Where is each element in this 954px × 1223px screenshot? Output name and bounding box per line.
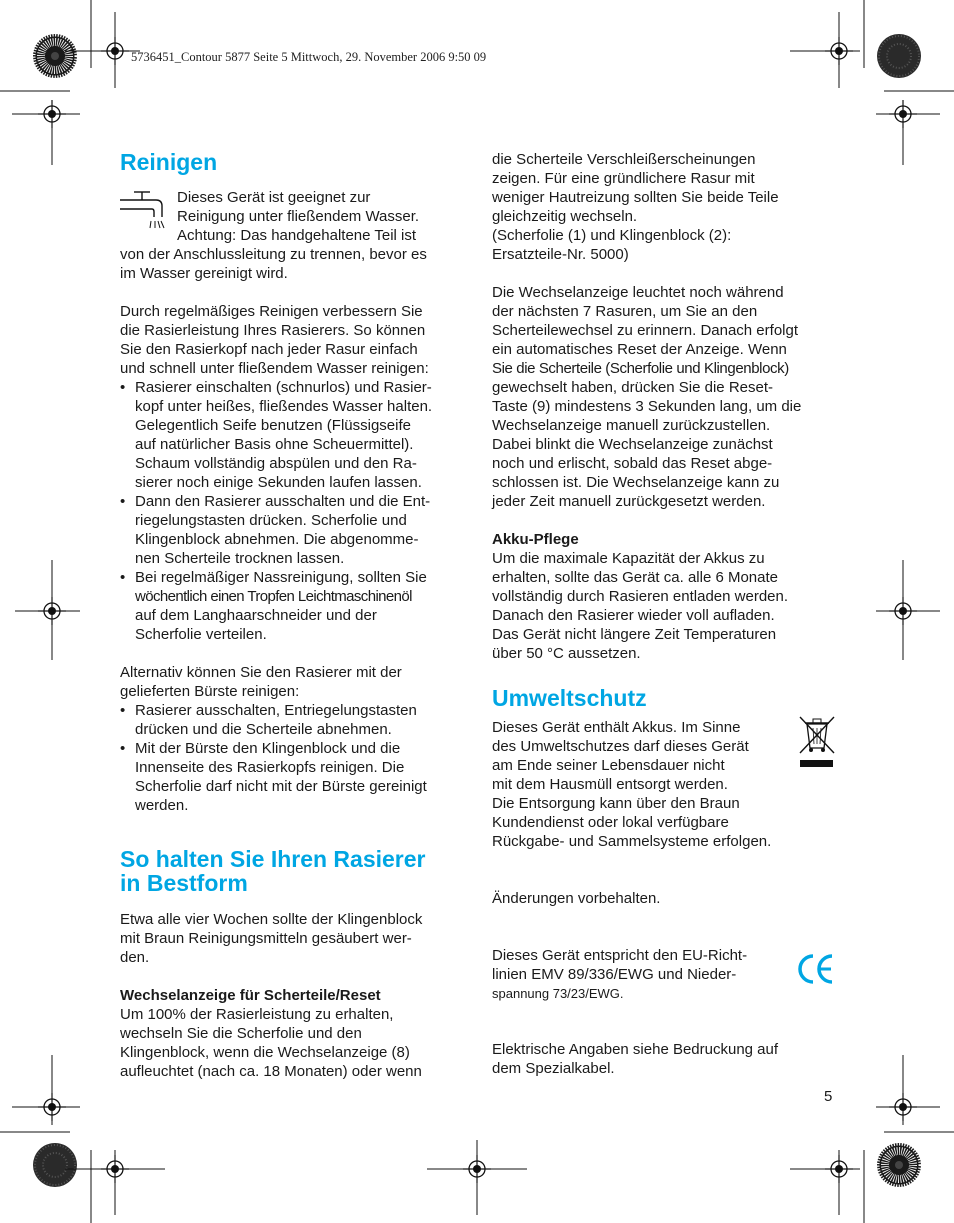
text-line: Innenseite des Rasierkopfs reinigen. Die bbox=[135, 759, 405, 776]
text-line: Scherteilewechsel zu erinnern. Danach erfolgt bbox=[492, 322, 798, 339]
text-line: ein automatisches Reset der Anzeige. Wenn bbox=[492, 341, 787, 358]
text-line: den. bbox=[120, 949, 150, 966]
text-line: • Dann den Rasierer ausschalten und die Ent- bbox=[135, 493, 431, 510]
text-line: jeder Zeit manuell zurückgesetzt werden. bbox=[492, 493, 766, 510]
text-line: Das Gerät nicht längere Zeit Temperaturen bbox=[492, 626, 777, 643]
text-line: noch und erlischt, sobald das Reset abge- bbox=[492, 455, 773, 472]
text-line: weniger Hautreizung sollten Sie beide Teile bbox=[492, 189, 779, 206]
paragraph bbox=[120, 1005, 465, 1081]
text-line: gewechselt haben, drücken Sie die Reset- bbox=[492, 379, 774, 396]
crossed-bin-icon bbox=[797, 714, 837, 770]
text-line: werden. bbox=[135, 797, 189, 814]
text-line: mit dem Hausmüll entsorgt werden. bbox=[492, 776, 728, 793]
text-line: von der Anschlussleitung zu trennen, bevor es bbox=[120, 246, 427, 263]
text-line: • Rasierer ausschalten, Entriegelungstasten bbox=[135, 702, 417, 719]
text-line: die Rasierleistung Ihres Rasierers. So können bbox=[120, 322, 426, 339]
subheading-akku-pflege: Akku-Pflege bbox=[492, 531, 579, 548]
text-line: Dieses Gerät ist geeignet zur bbox=[177, 189, 371, 206]
paragraph bbox=[120, 910, 465, 967]
text-line: Sie die Scherteile (Scherfolie und Klingenblock) bbox=[492, 360, 789, 377]
brush-steps-list bbox=[120, 701, 465, 815]
corner-dot-icon bbox=[33, 1143, 77, 1187]
text-line: Dieses Gerät enthält Akkus. Im Sinne bbox=[492, 719, 741, 736]
cleaning-steps-list bbox=[120, 378, 465, 644]
text-line: drücken und die Scherteile abnehmen. bbox=[135, 721, 392, 738]
text-line: wöchentlich einen Tropfen Leichtmaschinenöl bbox=[135, 588, 412, 605]
text-line: Scherfolie verteilen. bbox=[135, 626, 267, 643]
text-line: Sie den Rasierkopf nach jeder Rasur einfach bbox=[120, 341, 418, 358]
text-line: Schaum vollständig abspülen und den Ra- bbox=[135, 455, 417, 472]
left-column bbox=[120, 150, 465, 815]
text-line: Reinigung unter fließendem Wasser. bbox=[177, 208, 420, 225]
text-line: Danach den Rasierer wieder voll aufladen. bbox=[492, 607, 775, 624]
tap-water-icon bbox=[120, 190, 166, 230]
text-line: Wechselanzeige manuell zurückzustellen. bbox=[492, 417, 771, 434]
print-slug: 5736451_Contour 5877 Seite 5 Mittwoch, 29. November 2006 9:50 09 bbox=[131, 50, 487, 64]
text-line: erhalten, sollte das Gerät ca. alle 6 Monate bbox=[492, 569, 778, 586]
text-line: Taste (9) mindestens 3 Sekunden lang, um die bbox=[492, 398, 802, 415]
text-line: • Rasierer einschalten (schnurlos) und Rasier- bbox=[135, 379, 432, 396]
corner-star-icon bbox=[33, 34, 77, 78]
heading-umweltschutz: Umweltschutz bbox=[492, 685, 647, 711]
text-line: Um 100% der Rasierleistung zu erhalten, bbox=[120, 1006, 394, 1023]
elektrische-angaben bbox=[492, 1040, 837, 1078]
paragraph bbox=[492, 549, 837, 663]
text-line: gelieferten Bürste reinigen: bbox=[120, 683, 300, 700]
list-item bbox=[120, 378, 465, 492]
text-line: schlossen ist. Die Wechselanzeige kann zu bbox=[492, 474, 780, 491]
text-line: Dabei blinkt die Wechselanzeige zunächst bbox=[492, 436, 773, 453]
text-line: Etwa alle vier Wochen sollte der Klingenblock bbox=[120, 911, 423, 928]
text-line: kopf unter heißes, fließendes Wasser halten. bbox=[135, 398, 433, 415]
text-line: • Bei regelmäßiger Nassreinigung, sollten Sie bbox=[135, 569, 427, 586]
bestform-section bbox=[120, 847, 465, 1081]
subheading-wechselanzeige: Wechselanzeige für Scherteile/Reset bbox=[120, 987, 381, 1004]
text-line: sierer noch einige Sekunden laufen lassen. bbox=[135, 474, 422, 491]
text-line: Dieses Gerät entspricht den EU-Richt- bbox=[492, 947, 748, 964]
text-line: im Wasser gereinigt wird. bbox=[120, 265, 288, 282]
text-line: der nächsten 7 Rasuren, um Sie an den bbox=[492, 303, 758, 320]
text-line: Rückgabe- und Sammelsysteme erfolgen. bbox=[492, 833, 772, 850]
text-line: Kundendienst oder lokal verfügbare bbox=[492, 814, 729, 831]
paragraph bbox=[492, 718, 837, 851]
text-line: Durch regelmäßiges Reinigen verbessern Sie bbox=[120, 303, 423, 320]
text-line: Scherfolie darf nicht mit der Bürste gereinigt bbox=[135, 778, 427, 795]
text-line: linien EMV 89/336/EWG und Nieder- bbox=[492, 966, 737, 983]
list-item bbox=[120, 739, 465, 815]
corner-dot-icon bbox=[877, 34, 921, 78]
text-line: die Scherteile Verschleißerscheinungen bbox=[492, 151, 756, 168]
text-line: des Umweltschutzes darf dieses Gerät bbox=[492, 738, 749, 755]
ce-declaration bbox=[492, 946, 837, 1003]
text-line: zeigen. Für eine gründlichere Rasur mit bbox=[492, 170, 755, 187]
text-line: vollständig durch Rasieren entladen werden. bbox=[492, 588, 789, 605]
text-line: nen Scherteile trocknen lassen. bbox=[135, 550, 345, 567]
aenderungen-vorbehalten: Änderungen vorbehalten. bbox=[492, 890, 661, 907]
list-item bbox=[120, 701, 465, 739]
text-line: riegelungstasten drücken. Scherfolie und bbox=[135, 512, 407, 529]
paragraph bbox=[492, 150, 837, 264]
text-line: dem Spezialkabel. bbox=[492, 1060, 615, 1077]
text-line: am Ende seiner Lebensdauer nicht bbox=[492, 757, 725, 774]
paragraph bbox=[120, 302, 465, 378]
list-item bbox=[120, 568, 465, 644]
text-line: aufleuchtet (nach ca. 18 Monaten) oder wenn bbox=[120, 1063, 422, 1080]
text-line: wechseln Sie die Scherfolie und den bbox=[120, 1025, 362, 1042]
heading-line: So halten Sie Ihren Rasierer bbox=[120, 846, 426, 872]
text-line: über 50 °C aussetzen. bbox=[492, 645, 641, 662]
corner-star-icon bbox=[877, 1143, 921, 1187]
page-number: 5 bbox=[824, 1088, 833, 1105]
text-line: • Mit der Bürste den Klingenblock und die bbox=[135, 740, 401, 757]
text-line: Die Entsorgung kann über den Braun bbox=[492, 795, 740, 812]
paragraph bbox=[120, 663, 465, 701]
text-line: und schnell unter fließendem Wasser reinigen: bbox=[120, 360, 429, 377]
text-line: Alternativ können Sie den Rasierer mit der bbox=[120, 664, 402, 681]
text-line: Gelegentlich Seife benutzen (Flüssigseife bbox=[135, 417, 411, 434]
text-line: (Scherfolie (1) und Klingenblock (2): bbox=[492, 227, 732, 244]
heading-bestform bbox=[120, 847, 465, 895]
text-line: Klingenblock, wenn die Wechselanzeige (8) bbox=[120, 1044, 410, 1061]
umwelt-section bbox=[492, 686, 837, 851]
text-line: Um die maximale Kapazität der Akkus zu bbox=[492, 550, 765, 567]
text-line: spannung 73/23/EWG. bbox=[492, 986, 624, 1001]
text-line: Ersatzteile-Nr. 5000) bbox=[492, 246, 629, 263]
text-line: mit Braun Reinigungsmitteln gesäubert wer- bbox=[120, 930, 412, 947]
text-line: auf dem Langhaarschneider und der bbox=[135, 607, 377, 624]
text-line: auf natürlicher Basis ohne Scheuermittel). bbox=[135, 436, 414, 453]
right-column bbox=[492, 150, 837, 663]
text-line: Elektrische Angaben siehe Bedruckung auf bbox=[492, 1041, 779, 1058]
text-line: Klingenblock abnehmen. Die abgenomme- bbox=[135, 531, 419, 548]
text-line: Die Wechselanzeige leuchtet noch während bbox=[492, 284, 784, 301]
ce-mark-icon bbox=[796, 952, 836, 986]
list-item bbox=[120, 492, 465, 568]
text-line: Achtung: Das handgehaltene Teil ist bbox=[177, 227, 417, 244]
text-line: gleichzeitig wechseln. bbox=[492, 208, 638, 225]
paragraph bbox=[492, 283, 837, 511]
heading-line: in Bestform bbox=[120, 870, 248, 896]
heading-reinigen: Reinigen bbox=[120, 149, 218, 175]
cleaning-intro bbox=[120, 188, 465, 283]
